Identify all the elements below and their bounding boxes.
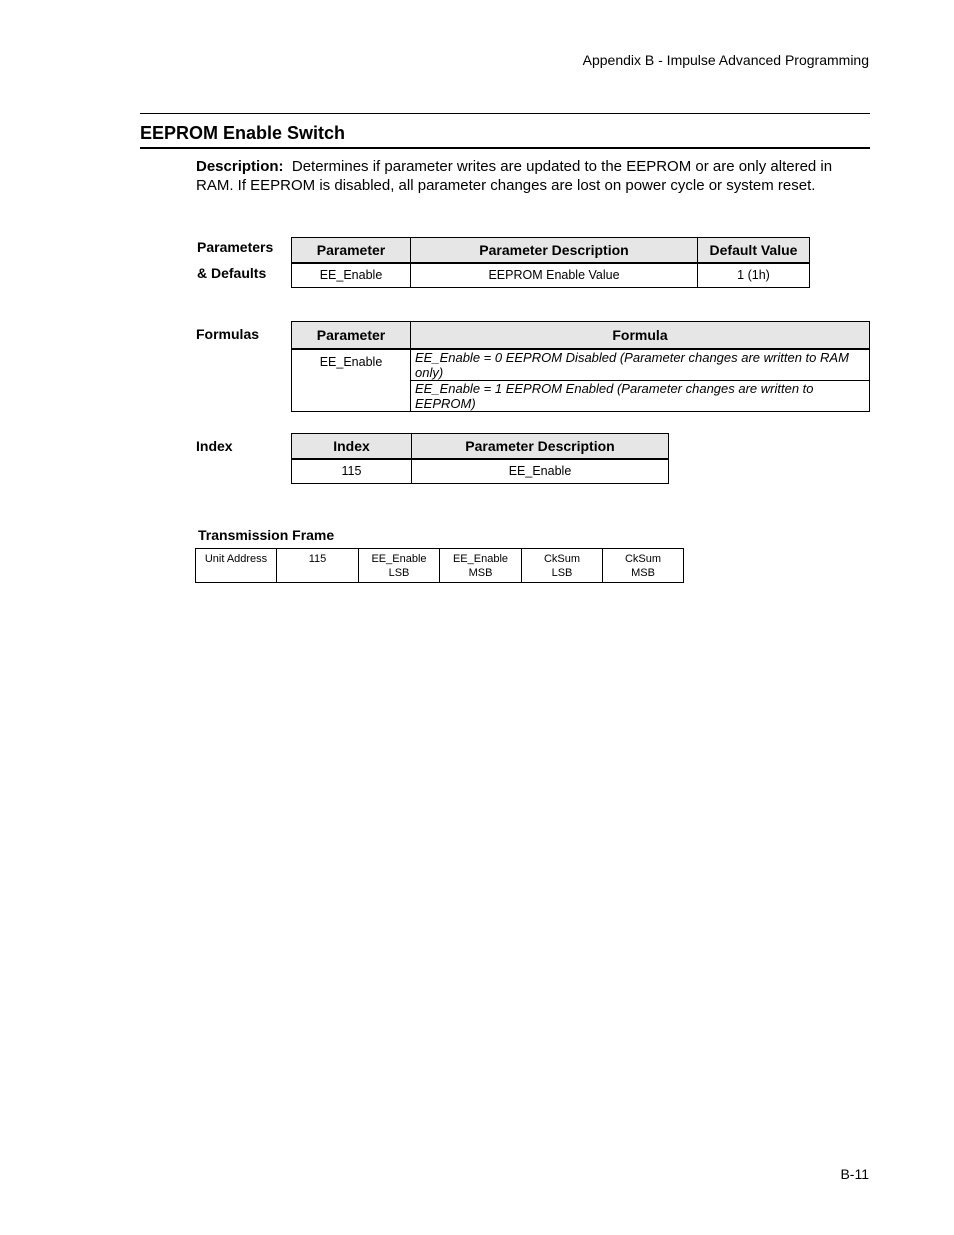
frame-cell: EE_Enable MSB <box>440 549 522 583</box>
params-cell-default: 1 (1h) <box>698 263 810 287</box>
params-label-line1: Parameters <box>197 239 274 255</box>
frame-cell: CkSum LSB <box>522 549 603 583</box>
section-title: EEPROM Enable Switch <box>140 123 346 143</box>
formula-row-0: EE_Enable = 0 EEPROM Disabled (Parameter changes are written to RAM only) <box>411 349 870 381</box>
title-rule <box>140 147 870 149</box>
page-header: Appendix B - Impulse Advanced Programming <box>582 52 869 68</box>
formulas-header-formula: Formula <box>411 322 870 350</box>
params-header-default: Default Value <box>698 238 810 264</box>
frame-cell: EE_Enable LSB <box>359 549 440 583</box>
description-text: Determines if parameter writes are updated to the EEPROM or are only altered in RAM. If EEPROM is disabled, all parameter changes are lost on power cycle or system reset. <box>196 158 833 194</box>
params-header-description: Parameter Description <box>411 238 698 264</box>
index-label: Index <box>196 438 233 454</box>
params-header-parameter: Parameter <box>292 238 411 264</box>
params-cell-parameter: EE_Enable <box>292 263 411 287</box>
formulas-header-parameter: Parameter <box>292 322 411 350</box>
transmission-table <box>195 548 684 583</box>
formulas-table <box>291 321 870 412</box>
index-header-description: Parameter Description <box>412 434 669 460</box>
index-cell-index: 115 <box>292 459 412 483</box>
params-table <box>291 237 810 288</box>
description <box>196 157 871 195</box>
description-label: Description: <box>196 158 284 175</box>
formulas-label: Formulas <box>196 326 260 342</box>
frame-cell: Unit Address <box>196 549 277 583</box>
index-cell-description: EE_Enable <box>412 459 669 483</box>
params-cell-description: EEPROM Enable Value <box>411 263 698 287</box>
params-label-line2: & Defaults <box>197 265 267 281</box>
formulas-cell-parameter: EE_Enable <box>292 349 411 412</box>
header-rule <box>140 113 870 114</box>
frame-cell: 115 <box>277 549 359 583</box>
frame-cell: CkSum MSB <box>603 549 684 583</box>
index-table <box>291 433 669 484</box>
transmission-label: Transmission Frame <box>198 527 335 543</box>
page-number: B-11 <box>840 1166 869 1182</box>
index-header-index: Index <box>292 434 412 460</box>
formula-row-1: EE_Enable = 1 EEPROM Enabled (Parameter changes are written to EEPROM) <box>411 381 870 412</box>
